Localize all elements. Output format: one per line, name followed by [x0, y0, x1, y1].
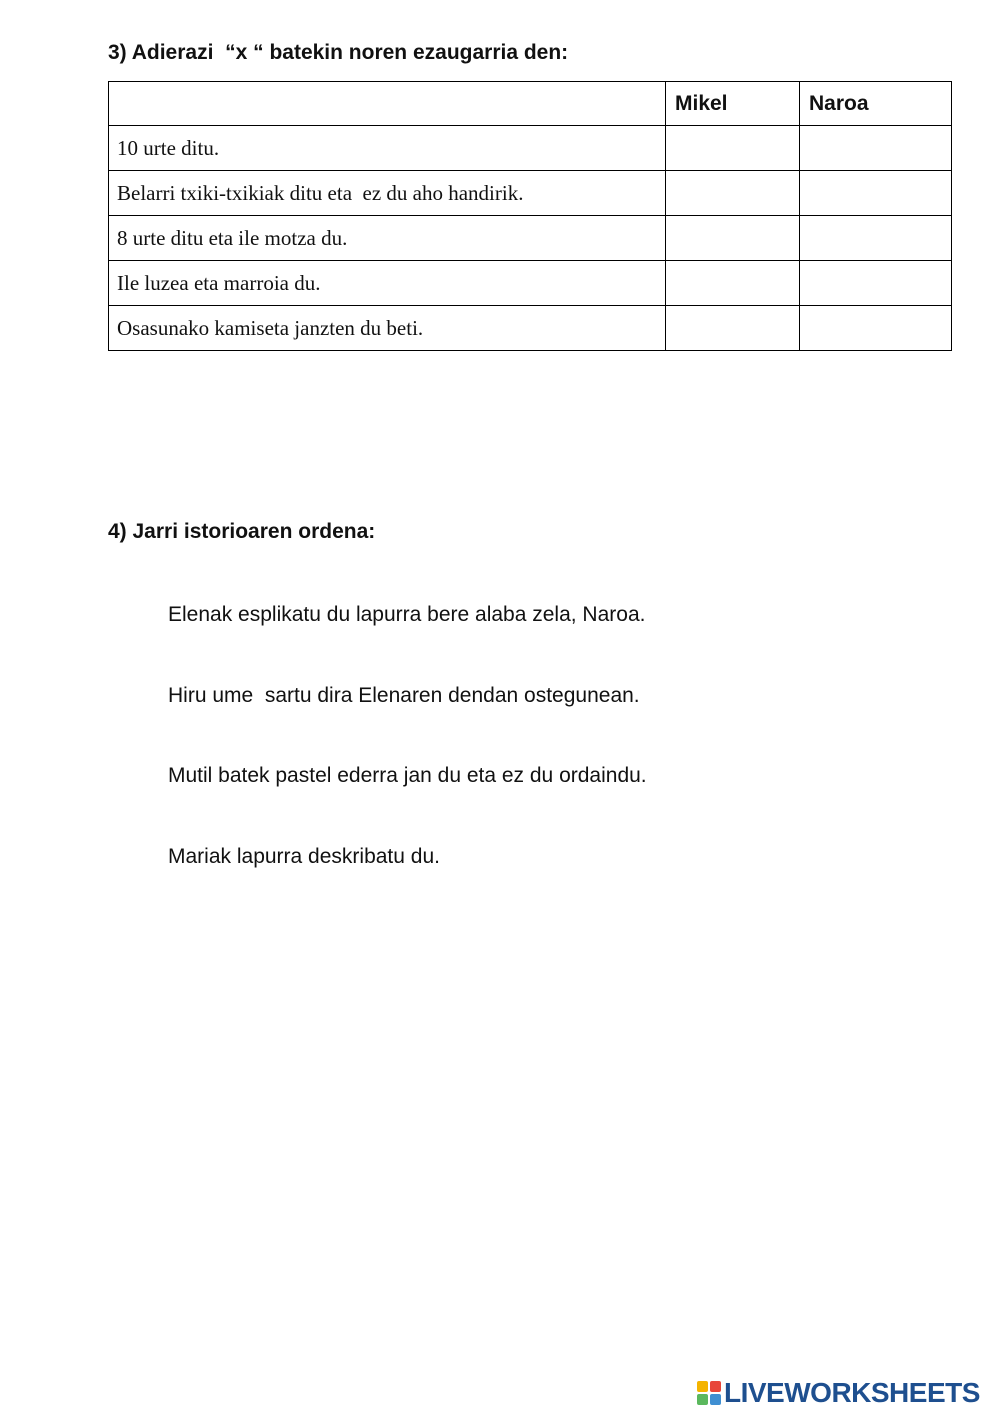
column-header-empty [109, 82, 666, 126]
story-sentence[interactable]: Mutil batek pastel ederra jan du eta ez du ordaindu. [168, 764, 647, 787]
table-header-row [109, 82, 952, 126]
story-order-list [168, 600, 647, 922]
naroa-answer-cell[interactable] [800, 306, 952, 351]
row-statement: Belarri txiki-txikiak ditu eta ez du aho handirik. [109, 171, 666, 216]
logo-tile [710, 1381, 721, 1392]
row-statement: Ile luzea eta marroia du. [109, 261, 666, 306]
question-4-title: 4) Jarri istorioaren ordena: [108, 520, 376, 543]
liveworksheets-logo [697, 1377, 980, 1409]
column-header-naroa: Naroa [800, 82, 952, 126]
row-statement: 10 urte ditu. [109, 126, 666, 171]
mikel-answer-cell[interactable] [666, 126, 800, 171]
naroa-answer-cell[interactable] [800, 126, 952, 171]
characteristics-table [108, 81, 952, 351]
mikel-answer-cell[interactable] [666, 171, 800, 216]
mikel-answer-cell[interactable] [666, 306, 800, 351]
naroa-answer-cell[interactable] [800, 261, 952, 306]
story-sentence[interactable]: Mariak lapurra deskribatu du. [168, 844, 440, 868]
question-3-title: 3) Adierazi “x “ batekin noren ezaugarria den: [108, 41, 569, 64]
logo-tiles-icon [697, 1381, 721, 1405]
mikel-answer-cell[interactable] [666, 216, 800, 261]
logo-tile [697, 1381, 708, 1392]
column-header-mikel: Mikel [666, 82, 800, 126]
naroa-answer-cell[interactable] [800, 171, 952, 216]
mikel-answer-cell[interactable] [666, 261, 800, 306]
logo-text: LIVEWORKSHEETS [724, 1377, 980, 1408]
story-sentence[interactable]: Elenak esplikatu du lapurra bere alaba zela, Naroa. [168, 603, 646, 626]
row-statement: 8 urte ditu eta ile motza du. [109, 216, 666, 261]
table-row [109, 261, 952, 306]
table-row [109, 306, 952, 351]
table-row [109, 171, 952, 216]
naroa-answer-cell[interactable] [800, 216, 952, 261]
logo-tile [697, 1394, 708, 1405]
logo-tile [710, 1394, 721, 1405]
story-sentence[interactable]: Hiru ume sartu dira Elenaren dendan ostegunean. [168, 683, 640, 707]
table-row [109, 216, 952, 261]
row-statement: Osasunako kamiseta janzten du beti. [109, 306, 666, 351]
table-row [109, 126, 952, 171]
